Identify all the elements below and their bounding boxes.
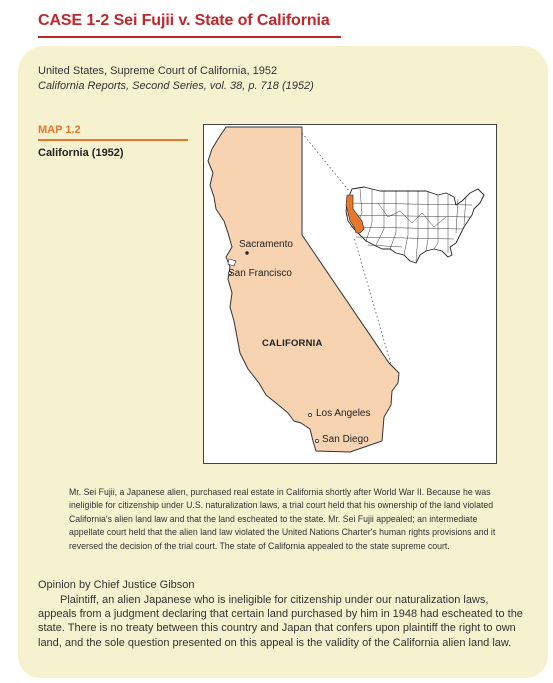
citation-court: United States, Supreme Court of California, 1952 [38, 65, 278, 77]
california-state-shape [208, 127, 399, 452]
sacramento-marker [245, 251, 248, 254]
case-title: CASE 1-2 Sei Fujii v. State of California [38, 12, 330, 29]
case-citation [38, 64, 314, 94]
san-diego-marker [315, 439, 318, 442]
city-sacramento: Sacramento [239, 239, 293, 250]
los-angeles-marker [308, 413, 311, 416]
case-title-rule [38, 36, 341, 38]
map-label-rule [38, 139, 188, 141]
city-san-diego: San Diego [322, 434, 369, 445]
us-inset-map [346, 187, 484, 263]
inset-connector-top [302, 133, 354, 197]
state-name-label: CALIFORNIA [262, 338, 323, 349]
case-summary: Mr. Sei Fujii, a Japanese alien, purchased real estate in California shortly after World War II. Because he was ineligible for citizenship under U.S. naturalization laws, a trial court held that his ownership of the land violated California's alien land law and that the land escheated to the state. Mr. Sei Fujii appealed; an intermediate appellate court held that the alien land law violated the United Nations Charter's human rights provisions and it reversed the decision of the trial court. The state of California appealed to the state supreme court. [69, 487, 496, 552]
map-label: MAP 1.2 [38, 124, 81, 136]
city-san-francisco: San Francisco [228, 268, 292, 279]
opinion-heading: Opinion by Chief Justice Gibson [38, 579, 195, 591]
california-map [203, 124, 497, 464]
opinion-text: Plaintiff, an alien Japanese who is ineligible for citizenship under our naturalization laws, appeals from a judgment declaring that certain land purchased by him in 1948 had escheated to the state. There is no treaty between this country and Japan that confers upon plaintiff the right to own land, and the sole question presented on this appeal is the validity of the California alien land law. [38, 594, 523, 649]
map-caption: California (1952) [38, 147, 124, 159]
us-outline [346, 187, 484, 263]
case-header [38, 12, 338, 38]
citation-reporter: California Reports, Second Series, vol. 38, p. 718 (1952) [38, 80, 314, 92]
city-los-angeles: Los Angeles [316, 408, 371, 419]
